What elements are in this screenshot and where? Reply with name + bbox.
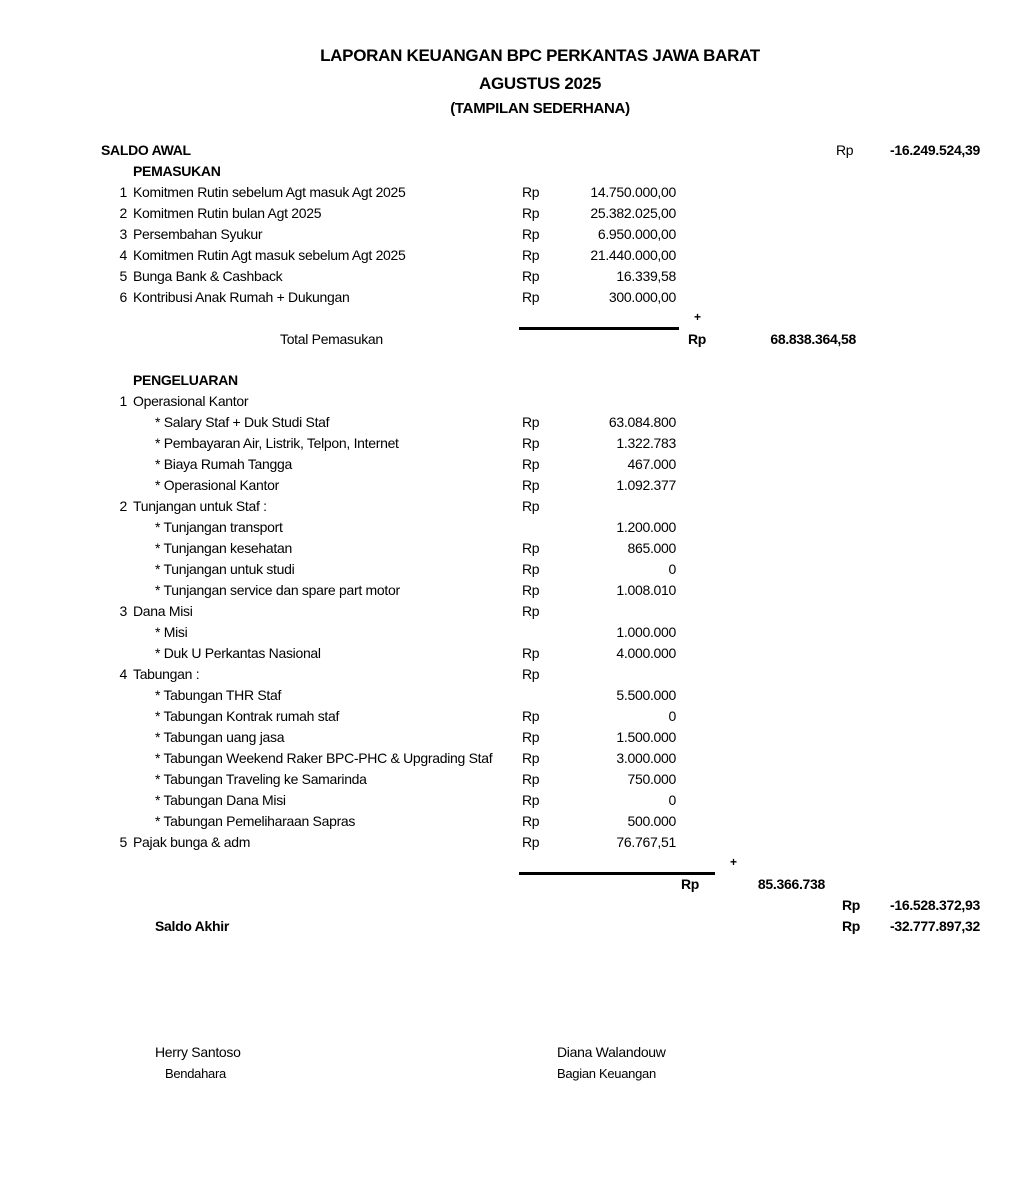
line-item-number: 5	[119, 834, 127, 850]
line-item-number: 1	[119, 393, 127, 409]
line-item-amount: 750.000	[627, 771, 676, 787]
line-item-label: * Tabungan uang jasa	[155, 729, 285, 745]
line-item-amount: 0	[668, 792, 676, 808]
line-item-currency: Rp	[522, 645, 540, 661]
line-item-label: * Tunjangan untuk studi	[155, 561, 295, 577]
line-item-amount: 500.000	[627, 813, 676, 829]
line-item-label: * Tabungan Dana Misi	[155, 792, 286, 808]
line-item-number: 2	[119, 498, 127, 514]
line-item-amount: 76.767,51	[616, 834, 676, 850]
line-item-amount: 300.000,00	[608, 289, 676, 305]
line-item-number: 5	[119, 268, 127, 284]
line-item-currency: Rp	[522, 603, 540, 619]
line-item-amount: 3.000.000	[616, 750, 676, 766]
line-item-number: 3	[119, 603, 127, 619]
line-item-amount: 5.500.000	[616, 687, 676, 703]
line-item-currency: Rp	[522, 435, 540, 451]
line-item-currency: Rp	[522, 414, 540, 430]
report-subtitle: (TAMPILAN SEDERHANA)	[450, 100, 630, 117]
income-total-value: 68.838.364,58	[770, 331, 856, 347]
line-item-currency: Rp	[522, 540, 540, 556]
line-item-label: Tabungan :	[133, 666, 200, 682]
line-item-label: * Tabungan THR Staf	[155, 687, 282, 703]
line-item-label: Dana Misi	[133, 603, 193, 619]
report-period: AGUSTUS 2025	[478, 74, 602, 93]
line-item-label: Pajak bunga & adm	[133, 834, 251, 850]
line-item-currency: Rp	[522, 771, 540, 787]
income-heading: PEMASUKAN	[133, 163, 221, 179]
line-item-currency: Rp	[522, 582, 540, 598]
signature-name: Herry Santoso	[155, 1044, 241, 1060]
line-item-currency: Rp	[522, 205, 540, 221]
opening-balance-label: SALDO AWAL	[101, 142, 191, 158]
line-item-currency: Rp	[522, 750, 540, 766]
difference-value: -16.528.372,93	[890, 897, 980, 913]
line-item-number: 4	[119, 666, 127, 682]
line-item-amount: 63.084.800	[608, 414, 676, 430]
line-item-label: * Pembayaran Air, Listrik, Telpon, Internet	[155, 435, 399, 451]
line-item-currency: Rp	[522, 268, 540, 284]
line-item-currency: Rp	[522, 813, 540, 829]
line-item-label: * Duk U Perkantas Nasional	[155, 645, 321, 661]
line-item-label: Operasional Kantor	[133, 393, 249, 409]
closing-balance-currency: Rp	[842, 918, 861, 934]
line-item-amount: 1.008.010	[616, 582, 676, 598]
line-item-amount: 865.000	[627, 540, 676, 556]
line-item-label: Komitmen Rutin Agt masuk sebelum Agt 2025	[133, 247, 406, 263]
line-item-label: * Tabungan Traveling ke Samarinda	[155, 771, 367, 787]
line-item-currency: Rp	[522, 226, 540, 242]
income-total-currency: Rp	[688, 331, 707, 347]
line-item-number: 3	[119, 226, 127, 242]
line-item-amount: 467.000	[627, 456, 676, 472]
line-item-currency: Rp	[522, 561, 540, 577]
line-item-amount: 14.750.000,00	[590, 184, 676, 200]
line-item-amount: 21.440.000,00	[590, 247, 676, 263]
line-item-label: Tunjangan untuk Staf :	[133, 498, 267, 514]
line-item-label: Kontribusi Anak Rumah + Dukungan	[133, 289, 350, 305]
line-item-amount: 0	[668, 708, 676, 724]
line-item-label: Persembahan Syukur	[133, 226, 263, 242]
line-item-amount: 6.950.000,00	[597, 226, 676, 242]
line-item-label: * Tabungan Pemeliharaan Sapras	[155, 813, 356, 829]
line-item-currency: Rp	[522, 498, 540, 514]
line-item-amount: 4.000.000	[616, 645, 676, 661]
line-item-number: 2	[119, 205, 127, 221]
line-item-currency: Rp	[522, 729, 540, 745]
signature-role: Bendahara	[165, 1066, 226, 1081]
line-item-number: 6	[119, 289, 127, 305]
line-item-label: * Misi	[155, 624, 188, 640]
line-item-label: * Tabungan Weekend Raker BPC-PHC & Upgrading Staf	[155, 750, 493, 766]
line-item-currency: Rp	[522, 792, 540, 808]
line-item-currency: Rp	[522, 289, 540, 305]
income-sum-line	[519, 327, 679, 330]
income-total-label: Total Pemasukan	[280, 331, 383, 347]
opening-balance-value: -16.249.524,39	[890, 142, 980, 158]
line-item-currency: Rp	[522, 708, 540, 724]
line-item-label: * Tunjangan transport	[155, 519, 283, 535]
line-item-label: Komitmen Rutin sebelum Agt masuk Agt 2025	[133, 184, 406, 200]
expense-total-value: 85.366.738	[757, 876, 825, 892]
line-item-amount: 25.382.025,00	[590, 205, 676, 221]
line-item-number: 4	[119, 247, 127, 263]
line-item-amount: 1.000.000	[616, 624, 676, 640]
line-item-amount: 1.500.000	[616, 729, 676, 745]
line-item-currency: Rp	[522, 666, 540, 682]
line-item-amount: 16.339,58	[616, 268, 676, 284]
line-item-label: Bunga Bank & Cashback	[133, 268, 283, 284]
line-item-label: * Operasional Kantor	[155, 477, 279, 493]
signature-name: Diana Walandouw	[557, 1044, 666, 1060]
line-item-amount: 0	[668, 561, 676, 577]
report-title: LAPORAN KEUANGAN BPC PERKANTAS JAWA BARAT	[320, 46, 760, 65]
line-item-amount: 1.322.783	[616, 435, 676, 451]
line-item-label: Komitmen Rutin bulan Agt 2025	[133, 205, 322, 221]
line-item-currency: Rp	[522, 834, 540, 850]
line-item-currency: Rp	[522, 477, 540, 493]
line-item-currency: Rp	[522, 184, 540, 200]
line-item-label: * Salary Staf + Duk Studi Staf	[155, 414, 330, 430]
income-plus-sign: +	[694, 310, 701, 324]
signature-role: Bagian Keuangan	[557, 1066, 656, 1081]
line-item-amount: 1.200.000	[616, 519, 676, 535]
expense-total-currency: Rp	[681, 876, 700, 892]
line-item-currency: Rp	[522, 247, 540, 263]
expense-heading: PENGELUARAN	[133, 372, 238, 388]
line-item-label: * Tunjangan service dan spare part motor	[155, 582, 400, 598]
closing-balance-label: Saldo Akhir	[155, 918, 229, 934]
line-item-number: 1	[119, 184, 127, 200]
line-item-amount: 1.092.377	[616, 477, 676, 493]
line-item-label: * Tabungan Kontrak rumah staf	[155, 708, 340, 724]
expense-plus-sign: +	[730, 855, 737, 869]
line-item-label: * Tunjangan kesehatan	[155, 540, 292, 556]
line-item-currency: Rp	[522, 456, 540, 472]
closing-balance-value: -32.777.897,32	[890, 918, 980, 934]
opening-balance-currency: Rp	[836, 142, 854, 158]
difference-currency: Rp	[842, 897, 861, 913]
line-item-label: * Biaya Rumah Tangga	[155, 456, 292, 472]
